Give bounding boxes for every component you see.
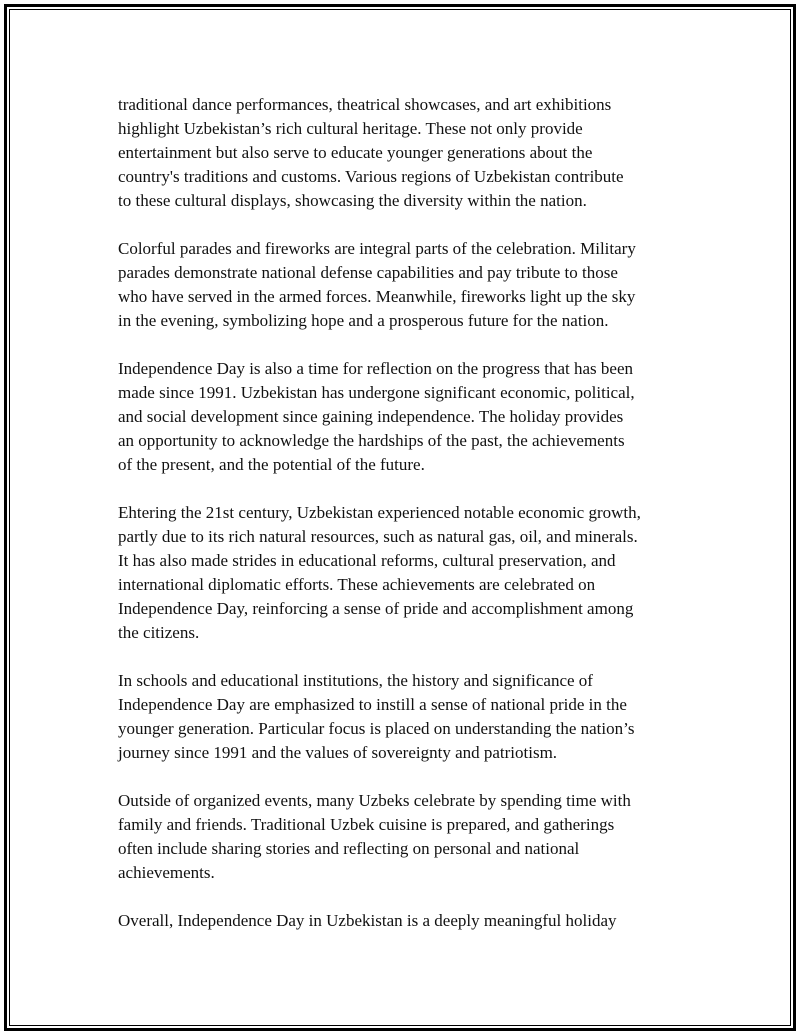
text-line: made since 1991. Uzbekistan has undergone significant economic, political,: [118, 383, 635, 402]
text-line: parades demonstrate national defense capabilities and pay tribute to those: [118, 263, 618, 282]
text-line: Outside of organized events, many Uzbeks celebrate by spending time with: [118, 791, 631, 810]
text-line: It has also made strides in educational reforms, cultural preservation, and: [118, 551, 616, 570]
paragraph-schools: [118, 669, 698, 765]
text-line: Independence Day are emphasized to instill a sense of national pride in the: [118, 695, 627, 714]
text-line: journey since 1991 and the values of sovereignty and patriotism.: [118, 743, 558, 762]
paragraph-parades-fireworks: [118, 237, 698, 333]
text-line: country's traditions and customs. Various regions of Uzbekistan contribute: [118, 167, 624, 186]
text-line: achievements.: [118, 863, 215, 882]
text-line: often include sharing stories and reflecting on personal and national: [118, 839, 580, 858]
text-line: entertainment but also serve to educate younger generations about the: [118, 143, 593, 162]
text-line: highlight Uzbekistan’s rich cultural heritage. These not only provide: [118, 119, 583, 138]
text-line: of the present, and the potential of the future.: [118, 455, 425, 474]
paragraph-21st-century: [118, 501, 698, 645]
text-line: the citizens.: [118, 623, 200, 642]
text-line: Ehtering the 21st century, Uzbekistan experienced notable economic growth,: [118, 503, 641, 522]
text-line: Independence Day is also a time for reflection on the progress that has been: [118, 359, 634, 378]
text-line: to these cultural displays, showcasing the diversity within the nation.: [118, 191, 587, 210]
text-line: Independence Day, reinforcing a sense of pride and accomplishment among: [118, 599, 634, 618]
paragraph-overall: [118, 909, 698, 933]
text-line: international diplomatic efforts. These achievements are celebrated on: [118, 575, 596, 594]
text-line: Colorful parades and fireworks are integral parts of the celebration. Military: [118, 239, 636, 258]
text-line: who have served in the armed forces. Meanwhile, fireworks light up the sky: [118, 287, 636, 306]
text-line: Overall, Independence Day in Uzbekistan is a deeply meaningful holiday: [118, 911, 617, 930]
text-line: family and friends. Traditional Uzbek cuisine is prepared, and gatherings: [118, 815, 615, 834]
text-line: In schools and educational institutions, the history and significance of: [118, 671, 593, 690]
text-line: in the evening, symbolizing hope and a prosperous future for the nation.: [118, 311, 609, 330]
paragraph-reflection: [118, 357, 698, 477]
text-line: and social development since gaining independence. The holiday provides: [118, 407, 624, 426]
text-line: an opportunity to acknowledge the hardships of the past, the achievements: [118, 431, 625, 450]
document-body: [118, 93, 698, 957]
text-line: younger generation. Particular focus is placed on understanding the nation’s: [118, 719, 635, 738]
text-line: partly due to its rich natural resources, such as natural gas, oil, and minerals.: [118, 527, 638, 546]
paragraph-family-celebrations: [118, 789, 698, 885]
paragraph-cultural-displays: [118, 93, 698, 213]
text-line: traditional dance performances, theatrical showcases, and art exhibitions: [118, 95, 612, 114]
